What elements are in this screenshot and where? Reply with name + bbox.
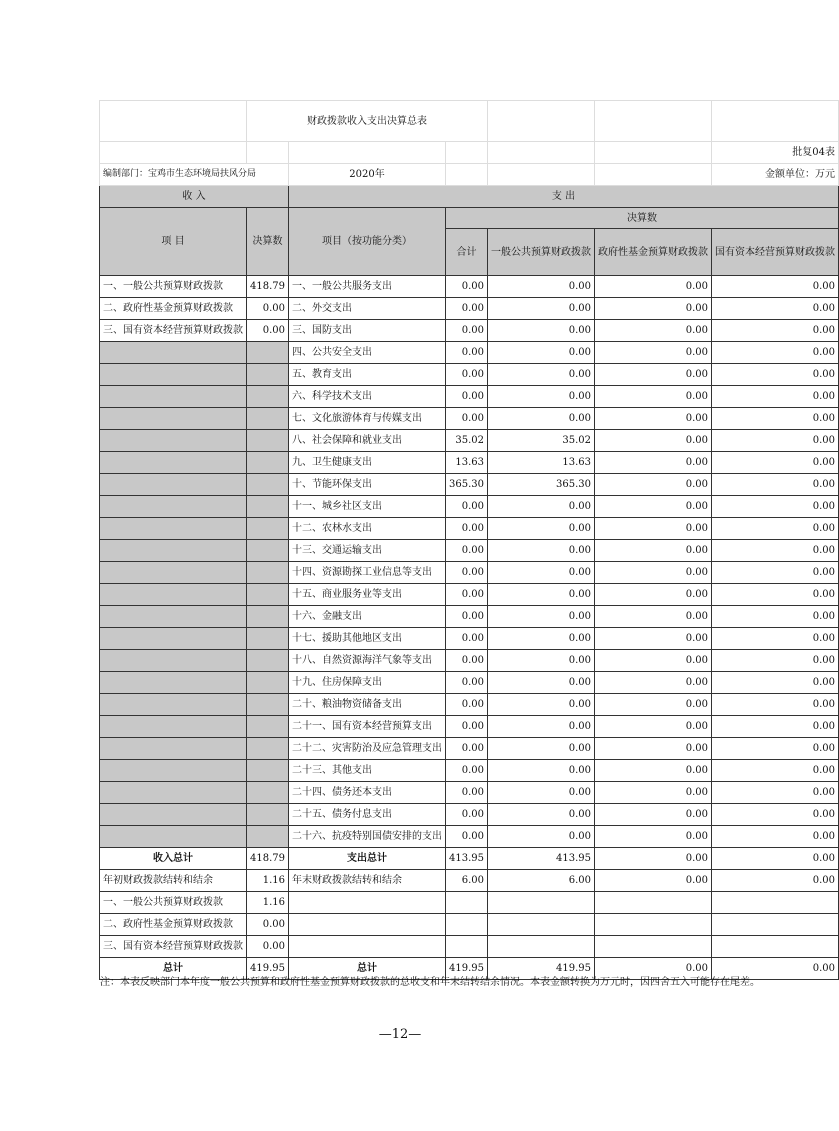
empty-cell (595, 936, 712, 958)
carry-in-label: 年初财政拨款结转和结余 (100, 870, 247, 892)
income-total-amount: 418.79 (247, 848, 289, 870)
table-row (100, 672, 839, 694)
carry-out-label: 年末财政拨款结转和结余 (289, 870, 446, 892)
empty-cell (100, 782, 247, 804)
expense-state: 0.00 (712, 298, 839, 320)
expense-fund: 0.00 (595, 562, 712, 584)
empty-cell (247, 738, 289, 760)
empty-cell (247, 584, 289, 606)
expense-item-label: 三、国防支出 (289, 320, 446, 342)
empty-cell (289, 892, 446, 914)
expense-fund: 0.00 (595, 298, 712, 320)
income-item-amount: 418.79 (247, 276, 289, 298)
expense-total: 0.00 (446, 650, 488, 672)
expense-state: 0.00 (712, 408, 839, 430)
currency-unit: 金额单位：万元 (712, 164, 839, 186)
expense-fund: 0.00 (595, 408, 712, 430)
expense-state: 0.00 (712, 474, 839, 496)
expense-total: 0.00 (446, 694, 488, 716)
expense-item-label: 六、科学技术支出 (289, 386, 446, 408)
table-row (100, 650, 839, 672)
expense-fund: 0.00 (595, 606, 712, 628)
table-row (100, 606, 839, 628)
expense-state: 0.00 (712, 584, 839, 606)
table-row (100, 342, 839, 364)
expense-item-label: 五、教育支出 (289, 364, 446, 386)
income-total-label: 收入总计 (100, 848, 247, 870)
table-row (100, 386, 839, 408)
grand-total-state: 0.00 (712, 958, 839, 980)
empty-cell (100, 430, 247, 452)
empty-cell (712, 892, 839, 914)
expense-general: 0.00 (488, 804, 595, 826)
expense-item-label: 二十二、灾害防治及应急管理支出 (289, 738, 446, 760)
expense-state: 0.00 (712, 694, 839, 716)
empty-cell (247, 826, 289, 848)
expense-total: 0.00 (446, 408, 488, 430)
expense-total-value: 413.95 (446, 848, 488, 870)
expense-general: 0.00 (488, 738, 595, 760)
expense-total: 0.00 (446, 386, 488, 408)
expense-general: 0.00 (488, 826, 595, 848)
carry-sub-label: 二、政府性基金预算财政拨款 (100, 914, 247, 936)
expense-state: 0.00 (712, 826, 839, 848)
expense-general: 0.00 (488, 650, 595, 672)
prepared-by-dept: 编制部门：宝鸡市生态环境局扶风分局 (100, 164, 289, 186)
empty-cell (289, 914, 446, 936)
expense-item-label: 二、外交支出 (289, 298, 446, 320)
empty-cell (100, 562, 247, 584)
empty-cell (247, 694, 289, 716)
expense-general: 0.00 (488, 364, 595, 386)
expense-general: 365.30 (488, 474, 595, 496)
expense-fund: 0.00 (595, 804, 712, 826)
expense-item-label: 二十三、其他支出 (289, 760, 446, 782)
empty-cell (289, 936, 446, 958)
expense-general: 0.00 (488, 408, 595, 430)
expense-item-label: 四、公共安全支出 (289, 342, 446, 364)
empty-cell (100, 474, 247, 496)
income-item-label: 一、一般公共预算财政拨款 (100, 276, 247, 298)
table-row (100, 716, 839, 738)
table-row (100, 320, 839, 342)
expense-general: 0.00 (488, 628, 595, 650)
empty-cell (712, 914, 839, 936)
expense-item-label: 二十一、国有资本经营预算支出 (289, 716, 446, 738)
carryover-row (100, 870, 839, 892)
income-item-amount: 0.00 (247, 320, 289, 342)
expense-general: 0.00 (488, 386, 595, 408)
empty-cell (712, 936, 839, 958)
expense-fund: 0.00 (595, 364, 712, 386)
expense-general: 0.00 (488, 518, 595, 540)
expense-fund: 0.00 (595, 716, 712, 738)
empty-cell (247, 782, 289, 804)
empty-cell (100, 694, 247, 716)
expense-total: 0.00 (446, 760, 488, 782)
empty-cell (595, 892, 712, 914)
expense-header: 支 出 (289, 186, 839, 208)
carry-in-amount: 1.16 (247, 870, 289, 892)
expense-general: 0.00 (488, 496, 595, 518)
expense-fund: 0.00 (595, 672, 712, 694)
empty-cell (100, 804, 247, 826)
carry-sub-amount: 0.00 (247, 914, 289, 936)
expense-general: 35.02 (488, 430, 595, 452)
empty-cell (595, 914, 712, 936)
expense-item-label: 十七、援助其他地区支出 (289, 628, 446, 650)
carry-sub-amount: 0.00 (247, 936, 289, 958)
table-row (100, 452, 839, 474)
empty-cell (100, 716, 247, 738)
table-row (100, 276, 839, 298)
empty-cell (100, 408, 247, 430)
state-capital-col-header: 国有资本经营预算财政拨款 (712, 229, 839, 276)
expense-general: 0.00 (488, 782, 595, 804)
empty-cell (247, 430, 289, 452)
expense-total: 365.30 (446, 474, 488, 496)
table-row (100, 738, 839, 760)
expense-general: 0.00 (488, 540, 595, 562)
empty-cell (100, 650, 247, 672)
empty-cell (100, 518, 247, 540)
expense-state: 0.00 (712, 760, 839, 782)
empty-cell (100, 386, 247, 408)
carry-out-general: 6.00 (488, 870, 595, 892)
table-row (100, 584, 839, 606)
total-col-header: 合计 (446, 229, 488, 276)
expense-total: 0.00 (446, 320, 488, 342)
grand-total-left-label: 总计 (100, 958, 247, 980)
empty-cell (247, 518, 289, 540)
table-row (100, 540, 839, 562)
expense-state: 0.00 (712, 518, 839, 540)
expense-total: 0.00 (446, 276, 488, 298)
expense-total: 0.00 (446, 342, 488, 364)
income-header: 收 入 (100, 186, 289, 208)
table-row (100, 364, 839, 386)
carryover-sub-row (100, 914, 839, 936)
empty-cell (247, 342, 289, 364)
expense-fund: 0.00 (595, 540, 712, 562)
expense-item-label: 九、卫生健康支出 (289, 452, 446, 474)
empty-cell (446, 936, 488, 958)
expense-general: 0.00 (488, 342, 595, 364)
carry-out-total: 6.00 (446, 870, 488, 892)
expense-general: 0.00 (488, 760, 595, 782)
expense-item-label: 十四、资源勘探工业信息等支出 (289, 562, 446, 584)
income-item-amount: 0.00 (247, 298, 289, 320)
grand-total-fund: 0.00 (595, 958, 712, 980)
empty-cell (247, 408, 289, 430)
expense-item-label: 十三、交通运输支出 (289, 540, 446, 562)
function-item-header: 项目（按功能分类） (289, 208, 446, 276)
table-row (100, 628, 839, 650)
expense-state: 0.00 (712, 650, 839, 672)
expense-total-fund: 0.00 (595, 848, 712, 870)
income-item-label: 二、政府性基金预算财政拨款 (100, 298, 247, 320)
empty-cell (488, 914, 595, 936)
empty-cell (247, 364, 289, 386)
empty-cell (247, 452, 289, 474)
expense-item-label: 二十四、债务还本支出 (289, 782, 446, 804)
footnote: 注：本表反映部门本年度一般公共预算和政府性基金预算财政拨款的总收支和年末结转结余情况。本表金额转换为万元时，因四舍五入可能存在尾差。 (100, 977, 760, 988)
empty-cell (100, 496, 247, 518)
grand-total-right-label: 总计 (289, 958, 446, 980)
empty-cell (247, 804, 289, 826)
expense-state: 0.00 (712, 342, 839, 364)
empty-cell (247, 628, 289, 650)
income-item-label: 三、国有资本经营预算财政拨款 (100, 320, 247, 342)
empty-cell (488, 892, 595, 914)
expense-total: 0.00 (446, 782, 488, 804)
expense-total: 0.00 (446, 562, 488, 584)
expense-state: 0.00 (712, 804, 839, 826)
expense-item-label: 十九、住房保障支出 (289, 672, 446, 694)
expense-total: 13.63 (446, 452, 488, 474)
expense-total: 0.00 (446, 606, 488, 628)
expense-total-general: 413.95 (488, 848, 595, 870)
expense-item-label: 十、节能环保支出 (289, 474, 446, 496)
expense-fund: 0.00 (595, 386, 712, 408)
expense-fund: 0.00 (595, 496, 712, 518)
expense-state: 0.00 (712, 276, 839, 298)
expense-fund: 0.00 (595, 650, 712, 672)
table-row (100, 760, 839, 782)
expense-general: 0.00 (488, 606, 595, 628)
expense-item-label: 十二、农林水支出 (289, 518, 446, 540)
expense-state: 0.00 (712, 430, 839, 452)
budget-summary-table (99, 100, 839, 980)
expense-fund: 0.00 (595, 452, 712, 474)
empty-cell (247, 562, 289, 584)
empty-cell (488, 936, 595, 958)
report-year: 2020年 (289, 164, 446, 186)
empty-cell (247, 540, 289, 562)
empty-cell (100, 540, 247, 562)
table-row (100, 298, 839, 320)
expense-general: 0.00 (488, 584, 595, 606)
expense-total: 0.00 (446, 672, 488, 694)
grand-total-left-amount: 419.95 (247, 958, 289, 980)
expense-general: 0.00 (488, 320, 595, 342)
empty-cell (247, 386, 289, 408)
expense-fund: 0.00 (595, 738, 712, 760)
expense-fund: 0.00 (595, 760, 712, 782)
expense-state: 0.00 (712, 452, 839, 474)
expense-item-label: 十八、自然资源海洋气象等支出 (289, 650, 446, 672)
expense-item-label: 十五、商业服务业等支出 (289, 584, 446, 606)
empty-cell (446, 892, 488, 914)
carry-sub-label: 三、国有资本经营预算财政拨款 (100, 936, 247, 958)
table-row (100, 408, 839, 430)
expense-fund: 0.00 (595, 342, 712, 364)
general-budget-col-header: 一般公共预算财政拨款 (488, 229, 595, 276)
expense-item-label: 十一、城乡社区支出 (289, 496, 446, 518)
expense-general: 0.00 (488, 716, 595, 738)
expense-total: 0.00 (446, 628, 488, 650)
expense-total: 0.00 (446, 298, 488, 320)
carry-sub-amount: 1.16 (247, 892, 289, 914)
expense-general: 0.00 (488, 562, 595, 584)
table-row (100, 430, 839, 452)
expense-state: 0.00 (712, 628, 839, 650)
expense-state: 0.00 (712, 672, 839, 694)
expense-general: 0.00 (488, 276, 595, 298)
expense-state: 0.00 (712, 496, 839, 518)
expense-fund: 0.00 (595, 628, 712, 650)
expense-total: 0.00 (446, 364, 488, 386)
carry-sub-label: 一、一般公共预算财政拨款 (100, 892, 247, 914)
carry-out-state: 0.00 (712, 870, 839, 892)
empty-cell (247, 760, 289, 782)
empty-cell (100, 672, 247, 694)
empty-cell (100, 826, 247, 848)
expense-total: 0.00 (446, 496, 488, 518)
expense-fund: 0.00 (595, 320, 712, 342)
carryover-sub-row (100, 892, 839, 914)
expense-state: 0.00 (712, 540, 839, 562)
totals-row (100, 848, 839, 870)
expense-total-state: 0.00 (712, 848, 839, 870)
expense-state: 0.00 (712, 738, 839, 760)
empty-cell (100, 342, 247, 364)
empty-cell (247, 496, 289, 518)
expense-fund: 0.00 (595, 694, 712, 716)
expense-general: 0.00 (488, 298, 595, 320)
final-amount-header: 决算数 (446, 208, 839, 229)
table-row (100, 694, 839, 716)
expense-total-label: 支出总计 (289, 848, 446, 870)
expense-total: 0.00 (446, 584, 488, 606)
table-row (100, 782, 839, 804)
expense-state: 0.00 (712, 606, 839, 628)
empty-cell (100, 628, 247, 650)
expense-fund: 0.00 (595, 430, 712, 452)
expense-fund: 0.00 (595, 518, 712, 540)
empty-cell (100, 364, 247, 386)
carryover-sub-row (100, 936, 839, 958)
table-row (100, 474, 839, 496)
table-row (100, 562, 839, 584)
expense-item-label: 十六、金融支出 (289, 606, 446, 628)
table-row (100, 826, 839, 848)
empty-cell (100, 452, 247, 474)
empty-cell (247, 474, 289, 496)
expense-state: 0.00 (712, 716, 839, 738)
expense-general: 13.63 (488, 452, 595, 474)
expense-total: 0.00 (446, 738, 488, 760)
empty-cell (247, 672, 289, 694)
empty-cell (446, 914, 488, 936)
gov-fund-col-header: 政府性基金预算财政拨款 (595, 229, 712, 276)
expense-fund: 0.00 (595, 782, 712, 804)
expense-total: 0.00 (446, 826, 488, 848)
table-row (100, 804, 839, 826)
expense-state: 0.00 (712, 562, 839, 584)
expense-state: 0.00 (712, 782, 839, 804)
page-number: —12— (378, 1027, 422, 1042)
expense-fund: 0.00 (595, 276, 712, 298)
expense-total: 0.00 (446, 518, 488, 540)
empty-cell (247, 716, 289, 738)
expense-general: 0.00 (488, 672, 595, 694)
carry-out-fund: 0.00 (595, 870, 712, 892)
empty-cell (100, 606, 247, 628)
expense-total: 0.00 (446, 540, 488, 562)
expense-item-label: 一、一般公共服务支出 (289, 276, 446, 298)
empty-cell (247, 606, 289, 628)
expense-item-label: 七、文化旅游体育与传媒支出 (289, 408, 446, 430)
expense-total: 0.00 (446, 716, 488, 738)
expense-fund: 0.00 (595, 826, 712, 848)
amount-header: 决算数 (247, 208, 289, 276)
page-title: 财政拨款收入支出决算总表 (247, 101, 488, 142)
expense-fund: 0.00 (595, 474, 712, 496)
empty-cell (100, 584, 247, 606)
item-header: 项 目 (100, 208, 247, 276)
expense-state: 0.00 (712, 320, 839, 342)
expense-total: 35.02 (446, 430, 488, 452)
grand-total-value: 419.95 (446, 958, 488, 980)
expense-state: 0.00 (712, 386, 839, 408)
expense-item-label: 二十五、债务付息支出 (289, 804, 446, 826)
expense-general: 0.00 (488, 694, 595, 716)
empty-cell (247, 650, 289, 672)
expense-item-label: 二十六、抗疫特别国债安排的支出 (289, 826, 446, 848)
grand-total-general: 419.95 (488, 958, 595, 980)
expense-item-label: 二十、粮油物资储备支出 (289, 694, 446, 716)
expense-total: 0.00 (446, 804, 488, 826)
form-code: 批复04表 (712, 142, 839, 164)
expense-state: 0.00 (712, 364, 839, 386)
table-row (100, 518, 839, 540)
table-row (100, 496, 839, 518)
expense-item-label: 八、社会保障和就业支出 (289, 430, 446, 452)
empty-cell (100, 760, 247, 782)
expense-fund: 0.00 (595, 584, 712, 606)
empty-cell (100, 738, 247, 760)
